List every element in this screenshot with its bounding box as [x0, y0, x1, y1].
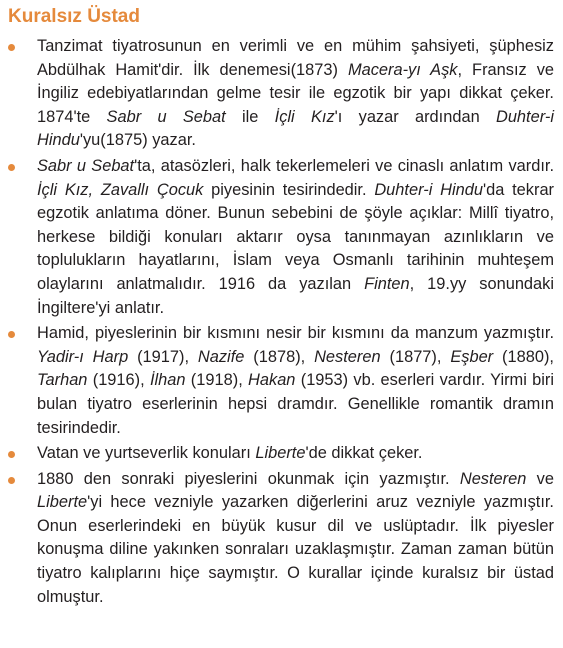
bullet-icon [8, 44, 15, 51]
work-title-text: Liberte [255, 444, 306, 463]
work-title-text: Duhter-i Hindu [374, 180, 483, 199]
body-text: , Fransız ve İngiliz edebiyatlarından gelme tesir ile egzotik bir yapı dikkat çeker. 1874'te [37, 60, 555, 126]
body-text: (1916), [87, 371, 150, 390]
work-title-text: Sabr u Sebat [37, 156, 135, 175]
work-title-text: Tarhan [37, 371, 88, 390]
body-text: 'ta, atasözleri, halk tekerlemeleri ve cinaslı anlatım vardır. [134, 156, 554, 175]
bullet-icon [8, 331, 15, 338]
body-text: 'de dikkat çeker. [305, 444, 423, 463]
work-title-text: Nazife [197, 347, 245, 366]
bullet-icon [8, 477, 15, 484]
work-title-text: İçli Kız, Zavallı Çocuk [37, 180, 204, 199]
list-item [0, 442, 563, 466]
list-item-text [37, 157, 554, 317]
work-title-text: Duhter-i Hindu [37, 107, 554, 150]
work-title-text: Liberte [37, 493, 88, 512]
body-text: ile [225, 107, 275, 126]
list-item [0, 468, 563, 610]
list-item [0, 155, 563, 320]
body-text: (1880), [493, 347, 554, 366]
body-text: Hamid, piyeslerinin bir kısmını nesir bir kısmını da manzum yazmıştır. [37, 324, 554, 343]
bullet-icon [8, 451, 15, 458]
list-item-text [37, 37, 554, 149]
work-title-text: Finten [364, 274, 410, 293]
body-text: (1953) vb. eserleri vardır. Yirmi biri bulan tiyatro eserlerinin hepsi dramdır. Genellikle romantik dramın tesirindedir. [37, 371, 555, 437]
section-title: Kuralsız Üstad [8, 6, 140, 27]
work-title-text: İlhan [149, 371, 186, 390]
work-title-text: Eşber [450, 347, 494, 366]
work-title-text: Macera-yı Aşk [347, 60, 458, 79]
bullet-icon [8, 164, 15, 171]
work-title-text: Yadir-ı Harp [37, 347, 129, 366]
body-text: (1918), [185, 371, 249, 390]
body-text: 'yi hece vezniyle yazarken diğerlerini aruz vezniyle yazmıştır. Onun eserlerindeki en büyük kusur dil ve uslüptadır. İlk piyesler konuşma diline yakınken sonraları uzaklaşmıştır. Zaman zaman bütün tiyatro kalıplarını hiçe saymıştır. O kurallar içinde kuralsız bir üstad olmuştur. [37, 493, 554, 606]
body-text: ve [526, 469, 554, 488]
bullet-list [0, 35, 563, 611]
body-text: , 19.yy sonundaki İngiltere'yi anlatır. [37, 274, 554, 317]
body-text: (1917), [128, 347, 198, 366]
work-title-text: İçli Kız [274, 107, 335, 126]
body-text: Tanzimat tiyatrosunun en verimli ve en mühim şahsiyeti, şüphesiz Abdülhak Hamit'dir. İlk denemesi(1873) [37, 37, 554, 79]
body-text: 1880 den sonraki piyeslerini okunmak için yazmıştır. [37, 469, 460, 488]
body-text: (1878), [244, 347, 315, 366]
list-item [0, 35, 563, 153]
body-text: 'da tekrar egzotik anlatıma döner. Bunun sebebini de şöyle açıklar: Millî tiyatro, herkese bildiği konuları aktarır oysa tanınmayan azınlıkların ve toplulukların hayatlarını, İslam veya Osmanlı tarihinin muhteşem olaylarını anlatmalıdır. 1916 da yazılan [37, 180, 555, 293]
body-text: 'ı yazar ardından [334, 107, 496, 126]
body-text: Vatan ve yurtseverlik konuları [37, 444, 256, 463]
list-item [0, 322, 563, 440]
work-title-text: Sabr u Sebat [106, 107, 226, 126]
work-title-text: Hakan [248, 371, 296, 390]
body-text: piyesinin tesirindedir. [203, 180, 375, 199]
list-item-text [37, 470, 554, 606]
list-item-text [37, 444, 422, 462]
work-title-text: Nesteren [459, 469, 527, 488]
list-item-text [37, 324, 554, 436]
work-title-text: Nesteren [314, 347, 381, 366]
body-text: 'yu(1875) yazar. [79, 131, 196, 150]
body-text: (1877), [380, 347, 451, 366]
